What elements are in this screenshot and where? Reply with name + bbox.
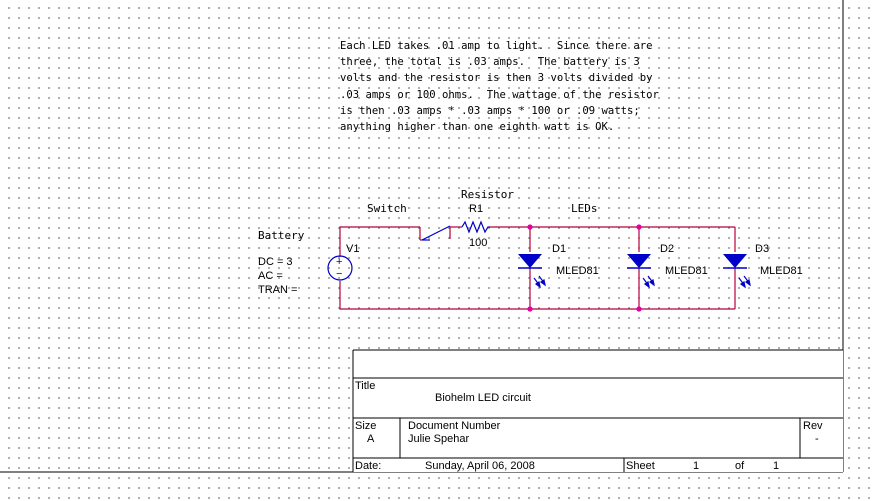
switch-label: Switch (367, 202, 407, 215)
of-label: of (735, 460, 745, 472)
note-line: anything higher than one eighth watt is OK. (340, 121, 615, 134)
rev-value: - (815, 433, 819, 445)
title-label: Title (355, 380, 376, 392)
light-emission-icon (643, 276, 654, 287)
battery-ac: AC = (258, 270, 283, 282)
drawing-title: Biohelm LED circuit (435, 392, 531, 404)
junction-dot (636, 306, 641, 311)
battery-minus: − (336, 268, 343, 280)
size-label: Size (355, 420, 377, 432)
junction-dot (527, 306, 532, 311)
sheet-label: Sheet (626, 460, 655, 472)
led-part: MLED81 (665, 265, 708, 277)
date-label: Date: (355, 460, 382, 472)
led-diode-icon (627, 254, 651, 268)
switch-icon (422, 226, 450, 240)
led-ref: D2 (660, 243, 675, 255)
resistor-ref: R1 (469, 203, 484, 215)
note-line: three, the total is .03 amps. The battery is 3 (340, 56, 640, 69)
battery-tran: TRAN = (258, 284, 298, 296)
battery-plus: + (336, 256, 343, 268)
battery-dc: DC = 3 (258, 256, 293, 268)
led-ref: D1 (552, 243, 567, 255)
junction-dot (527, 224, 532, 229)
led-ref: D3 (755, 243, 770, 255)
docnum-label: Document Number (408, 420, 501, 432)
sheet-value: 1 (693, 460, 700, 472)
note-line: volts and the resistor is then 3 volts divided by (340, 72, 653, 85)
resistor-label: Resistor (461, 188, 514, 201)
resistor-value: 100 (469, 237, 488, 249)
rev-label: Rev (803, 420, 823, 432)
size-value: A (367, 433, 375, 445)
battery-ref: V1 (346, 243, 360, 255)
title-block (353, 350, 843, 472)
note-line: .03 amps or 100 ohms. The wattage of the resistor (340, 88, 659, 101)
note-line: is then .03 amps * .03 amps * 100 or .09 watts; (340, 104, 640, 117)
date-value: Sunday, April 06, 2008 (425, 460, 535, 472)
light-emission-icon (534, 276, 545, 287)
note-line: Each LED takes .01 amp to light. Since there are (340, 40, 653, 52)
led-part: MLED81 (556, 265, 599, 277)
junction-dot (636, 224, 641, 229)
led-part: MLED81 (760, 265, 803, 277)
resistor-icon (462, 222, 490, 232)
of-value: 1 (773, 460, 780, 472)
battery-label: Battery (258, 229, 305, 242)
led-diode-icon (723, 254, 747, 268)
docnum-value: Julie Spehar (408, 433, 470, 445)
light-emission-icon (739, 276, 750, 287)
leds-label: LEDs (571, 202, 598, 215)
battery-symbol (328, 256, 352, 280)
led-diode-icon (518, 254, 542, 268)
